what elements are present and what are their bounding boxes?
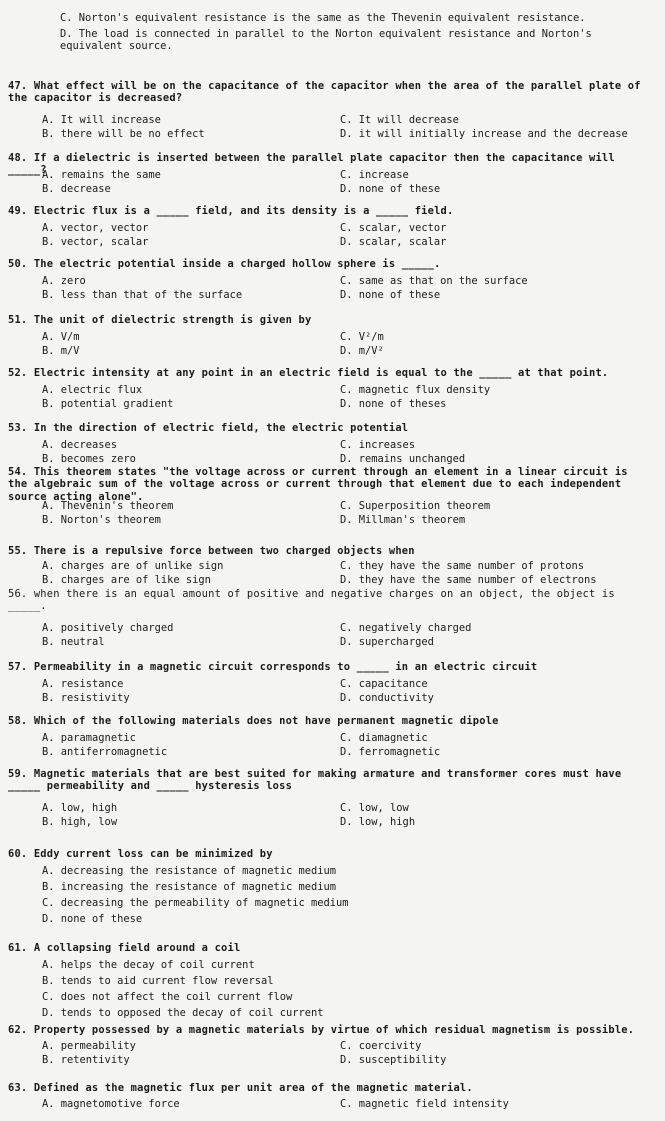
option-a: A. low, high <box>42 802 118 814</box>
option-d: D. none of these <box>42 913 143 925</box>
question-59 <box>0 768 665 830</box>
option-a: A. permeability <box>42 1040 136 1052</box>
question-stem: 62. Property possessed by a magnetic materials by virtue of which residual magnetism is possible. <box>8 1024 635 1036</box>
option-c: C. V²/m <box>340 331 384 343</box>
option-row <box>0 678 665 692</box>
option-row <box>0 746 665 760</box>
option-row <box>0 28 665 56</box>
option-row <box>0 732 665 746</box>
option-d: D. it will initially increase and the decrease <box>340 128 628 140</box>
question-62 <box>0 1024 665 1068</box>
option-b: B. vector, scalar <box>42 236 149 248</box>
option-c: C. scalar, vector <box>340 222 447 234</box>
question-50 <box>0 258 665 303</box>
option-d: D. The load is connected in parallel to the Norton equivalent resistance and Norton's equivalent source. <box>60 28 592 53</box>
question-46-tail <box>0 12 665 56</box>
option-row <box>0 975 665 991</box>
option-a: A. Thevenin's theorem <box>42 500 174 512</box>
question-stem: 63. Defined as the magnetic flux per unit area of the magnetic material. <box>8 1082 473 1094</box>
question-stem: 57. Permeability in a magnetic circuit corresponds to _____ in an electric circuit <box>8 661 538 673</box>
option-row <box>0 500 665 514</box>
question-53 <box>0 422 665 467</box>
question-stem: 53. In the direction of electric field, the electric potential <box>8 422 409 434</box>
option-c: C. magnetic flux density <box>340 384 491 396</box>
question-60 <box>0 848 665 929</box>
option-d: D. ferromagnetic <box>340 746 441 758</box>
option-row <box>0 12 665 28</box>
option-row <box>0 398 665 412</box>
option-b: B. increasing the resistance of magnetic medium <box>42 881 337 893</box>
option-row <box>0 897 665 913</box>
option-row <box>0 236 665 250</box>
option-row <box>0 1098 665 1112</box>
option-b: B. tends to aid current flow reversal <box>42 975 274 987</box>
question-stem: 54. This theorem states "the voltage across or current through an element in a linear circuit is the algebraic sum of the voltage across or current through that element due to each independent source acting alone". <box>8 466 628 503</box>
question-58 <box>0 715 665 760</box>
option-row <box>0 802 665 816</box>
option-b: B. retentivity <box>42 1054 130 1066</box>
option-a: A. magnetomotive force <box>42 1098 180 1110</box>
question-52 <box>0 367 665 412</box>
option-b: B. Norton's theorem <box>42 514 161 526</box>
question-51 <box>0 314 665 359</box>
option-row <box>0 991 665 1007</box>
option-row <box>0 881 665 897</box>
option-a: A. paramagnetic <box>42 732 136 744</box>
option-c: C. same as that on the surface <box>340 275 528 287</box>
option-row <box>0 169 665 183</box>
option-row <box>0 453 665 467</box>
option-row <box>0 913 665 929</box>
option-d: D. low, high <box>340 816 416 828</box>
option-row <box>0 865 665 881</box>
option-row <box>0 560 665 574</box>
question-stem: 56. when there is an equal amount of positive and negative charges on an object, the object is _____. <box>8 588 615 613</box>
option-b: B. high, low <box>42 816 118 828</box>
question-57 <box>0 661 665 706</box>
option-a: A. positively charged <box>42 622 174 634</box>
question-49 <box>0 205 665 250</box>
option-d: D. tends to opposed the decay of coil current <box>42 1007 324 1019</box>
option-c: C. coercivity <box>340 1040 422 1052</box>
option-row <box>0 275 665 289</box>
question-stem: 58. Which of the following materials does not have permanent magnetic dipole <box>8 715 499 727</box>
option-b: B. decrease <box>42 183 111 195</box>
option-b: B. resistivity <box>42 692 130 704</box>
question-47 <box>0 80 665 142</box>
option-a: A. resistance <box>42 678 124 690</box>
option-b: B. there will be no effect <box>42 128 205 140</box>
option-d: D. Millman's theorem <box>340 514 466 526</box>
option-a: A. helps the decay of coil current <box>42 959 255 971</box>
question-stem: 47. What effect will be on the capacitance of the capacitor when the area of the parallel plate of the capacitor is decreased? <box>8 80 641 105</box>
option-c: C. Superposition theorem <box>340 500 491 512</box>
option-a: A. charges are of unlike sign <box>42 560 224 572</box>
option-d: D. none of these <box>340 183 441 195</box>
question-stem: 48. If a dielectric is inserted between the parallel plate capacitor then the capacitance will _____? <box>8 152 615 177</box>
question-stem: 59. Magnetic materials that are best suited for making armature and transformer cores must have _____ permeability and _____ hysteresis loss <box>8 768 622 793</box>
option-row <box>0 331 665 345</box>
option-a: A. zero <box>42 275 86 287</box>
option-b: B. antiferromagnetic <box>42 746 168 758</box>
option-row <box>0 636 665 650</box>
option-c: C. increases <box>340 439 416 451</box>
option-c: C. It will decrease <box>340 114 459 126</box>
option-a: A. vector, vector <box>42 222 149 234</box>
option-row <box>0 114 665 128</box>
option-c: C. increase <box>340 169 409 181</box>
option-row <box>0 1007 665 1023</box>
option-row <box>0 816 665 830</box>
question-61 <box>0 942 665 1023</box>
option-d: D. conductivity <box>340 692 434 704</box>
option-c: C. low, low <box>340 802 409 814</box>
option-b: B. less than that of the surface <box>42 289 243 301</box>
option-c: C. diamagnetic <box>340 732 428 744</box>
option-a: A. V/m <box>42 331 80 343</box>
option-a: A. remains the same <box>42 169 161 181</box>
question-stem: 61. A collapsing field around a coil <box>8 942 241 954</box>
option-d: D. susceptibility <box>340 1054 447 1066</box>
option-b: B. potential gradient <box>42 398 174 410</box>
option-c: C. decreasing the permeability of magnetic medium <box>42 897 349 909</box>
question-55 <box>0 545 665 588</box>
question-63 <box>0 1082 665 1112</box>
option-row <box>0 345 665 359</box>
question-stem: 50. The electric potential inside a charged hollow sphere is _____. <box>8 258 441 270</box>
option-c: C. they have the same number of protons <box>340 560 584 572</box>
option-row <box>0 959 665 975</box>
option-row <box>0 289 665 303</box>
option-d: D. m/V² <box>340 345 384 357</box>
option-b: B. becomes zero <box>42 453 136 465</box>
option-d: D. remains unchanged <box>340 453 466 465</box>
option-b: B. charges are of like sign <box>42 574 211 586</box>
option-b: B. m/V <box>42 345 80 357</box>
option-row <box>0 439 665 453</box>
option-c: C. magnetic field intensity <box>340 1098 509 1110</box>
option-row <box>0 692 665 706</box>
option-row <box>0 384 665 398</box>
option-d: D. none of these <box>340 289 441 301</box>
option-row <box>0 622 665 636</box>
option-d: D. supercharged <box>340 636 434 648</box>
option-row <box>0 1040 665 1054</box>
option-a: A. electric flux <box>42 384 143 396</box>
option-a: A. It will increase <box>42 114 161 126</box>
question-56 <box>0 588 665 650</box>
option-row <box>0 1054 665 1068</box>
option-c: C. capacitance <box>340 678 428 690</box>
option-c: C. negatively charged <box>340 622 472 634</box>
question-stem: 49. Electric flux is a _____ field, and its density is a _____ field. <box>8 205 454 217</box>
option-c: C. Norton's equivalent resistance is the same as the Thevenin equivalent resistance. <box>60 12 586 24</box>
option-d: D. none of theses <box>340 398 447 410</box>
question-48 <box>0 152 665 197</box>
option-d: D. scalar, scalar <box>340 236 447 248</box>
option-row <box>0 222 665 236</box>
option-c: C. does not affect the coil current flow <box>42 991 293 1003</box>
option-row <box>0 183 665 197</box>
option-a: A. decreasing the resistance of magnetic medium <box>42 865 337 877</box>
option-b: B. neutral <box>42 636 105 648</box>
option-row <box>0 514 665 528</box>
option-row <box>0 574 665 588</box>
question-stem: 51. The unit of dielectric strength is given by <box>8 314 312 326</box>
question-stem: 55. There is a repulsive force between two charged objects when <box>8 545 415 557</box>
question-stem: 60. Eddy current loss can be minimized by <box>8 848 273 860</box>
question-stem: 52. Electric intensity at any point in an electric field is equal to the _____ at that point. <box>8 367 609 379</box>
option-d: D. they have the same number of electrons <box>340 574 597 586</box>
question-54 <box>0 466 665 528</box>
option-row <box>0 128 665 142</box>
option-a: A. decreases <box>42 439 118 451</box>
